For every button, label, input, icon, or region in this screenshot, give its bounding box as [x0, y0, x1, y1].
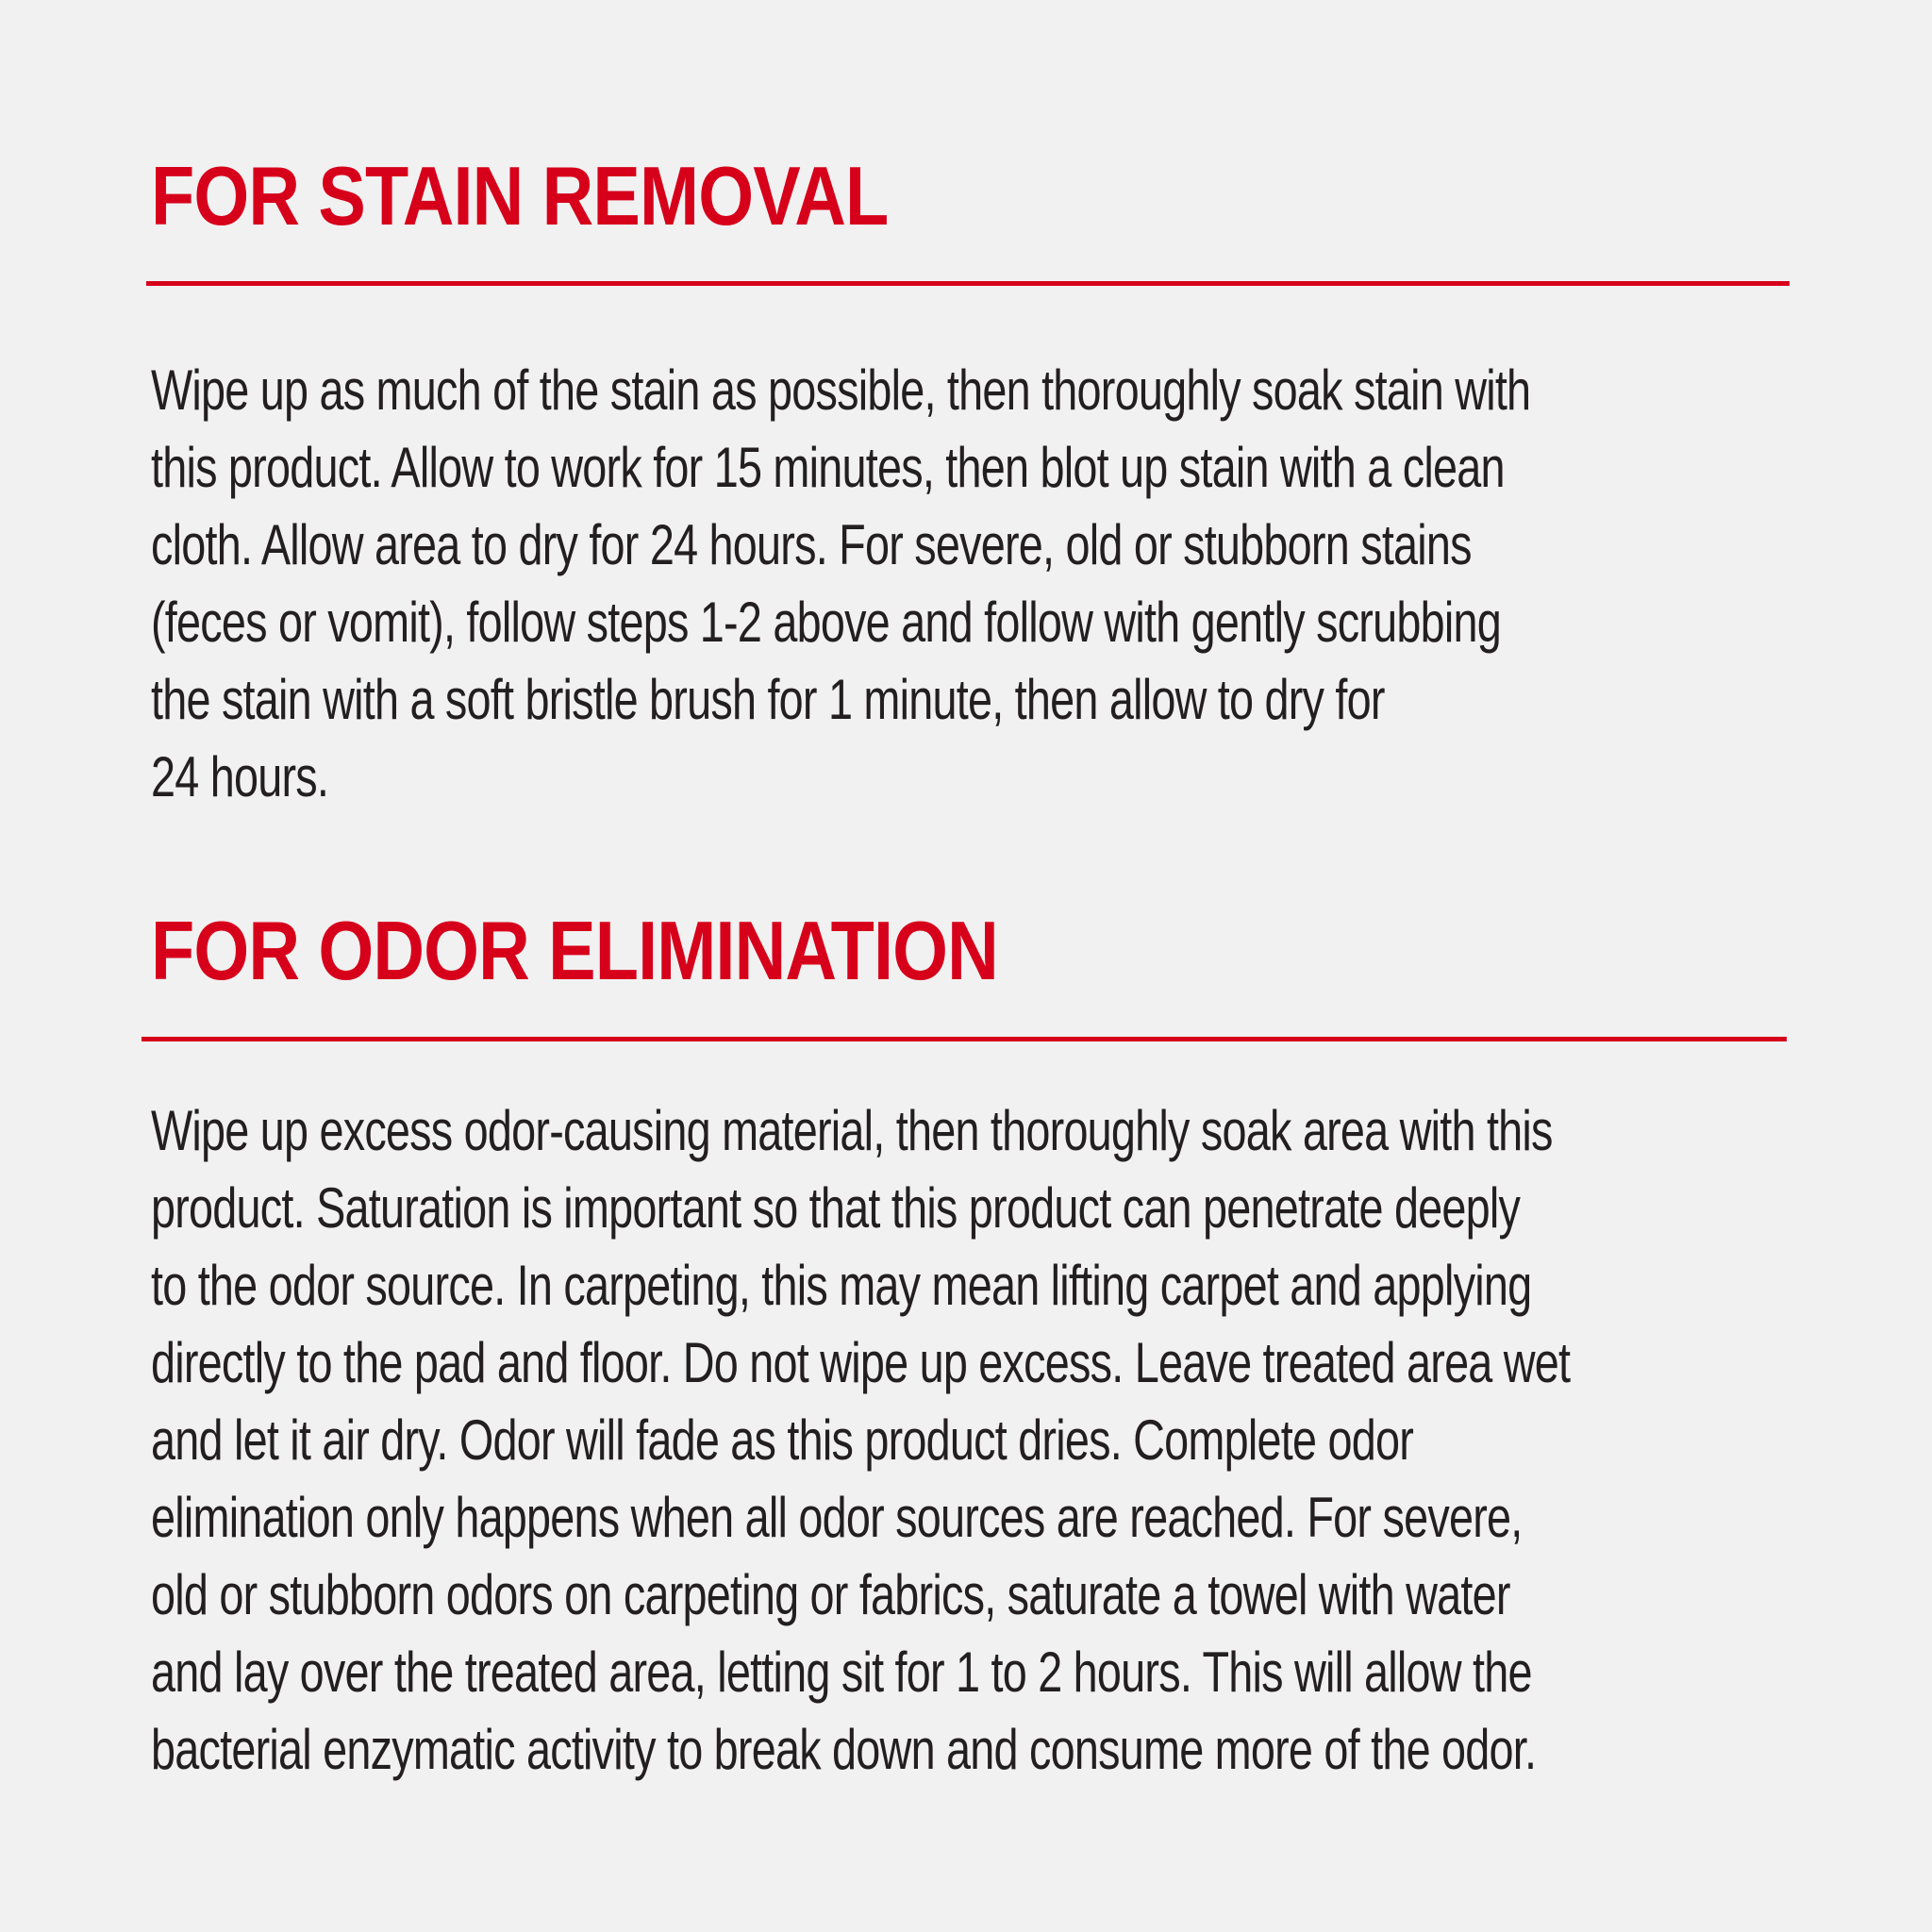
- instruction-line: 24 hours.: [151, 745, 329, 808]
- instruction-line: (feces or vomit), follow steps 1-2 above and follow with gently scrubbing: [151, 591, 1501, 654]
- stain-removal-divider: [146, 281, 1790, 286]
- odor-elimination-instructions: [151, 1092, 1932, 1789]
- instruction-line: old or stubborn odors on carpeting or fabrics, saturate a towel with water: [151, 1563, 1510, 1626]
- instruction-line: and let it air dry. Odor will fade as this product dries. Complete odor: [151, 1408, 1414, 1472]
- instruction-line: this product. Allow to work for 15 minutes, then blot up stain with a clean: [151, 436, 1505, 499]
- instruction-line: Wipe up as much of the stain as possible, then thoroughly soak stain with: [151, 358, 1531, 422]
- instruction-line: cloth. Allow area to dry for 24 hours. For severe, old or stubborn stains: [151, 513, 1472, 576]
- stain-removal-heading: FOR STAIN REMOVAL: [151, 149, 889, 242]
- instruction-line: bacterial enzymatic activity to break down and consume more of the odor.: [151, 1718, 1537, 1781]
- instruction-line: Wipe up excess odor-causing material, then thoroughly soak area with this: [151, 1099, 1553, 1162]
- stain-removal-instructions: [151, 352, 1920, 816]
- instruction-line: the stain with a soft bristle brush for 1 minute, then allow to dry for: [151, 668, 1385, 731]
- odor-elimination-heading: FOR ODOR ELIMINATION: [151, 904, 998, 997]
- instruction-line: directly to the pad and floor. Do not wipe up excess. Leave treated area wet: [151, 1331, 1571, 1394]
- instruction-line: to the odor source. In carpeting, this may mean lifting carpet and applying: [151, 1254, 1532, 1317]
- instruction-line: and lay over the treated area, letting sit for 1 to 2 hours. This will allow the: [151, 1641, 1532, 1704]
- instruction-line: product. Saturation is important so that this product can penetrate deeply: [151, 1176, 1521, 1240]
- odor-elimination-divider: [142, 1037, 1787, 1041]
- instruction-line: elimination only happens when all odor sources are reached. For severe,: [151, 1486, 1523, 1549]
